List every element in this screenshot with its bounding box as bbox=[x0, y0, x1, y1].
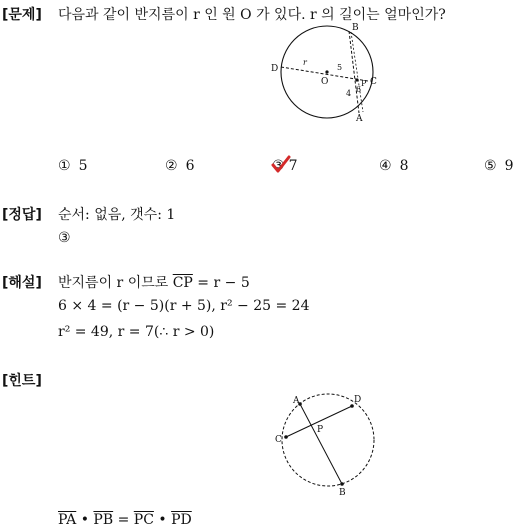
equals-sign: = bbox=[117, 512, 130, 528]
dot-1: • bbox=[80, 512, 89, 528]
fig-label-B: B bbox=[352, 23, 359, 33]
dot-2: • bbox=[158, 512, 167, 528]
segment-pa: $\overline{PA}$ bbox=[58, 512, 77, 528]
choice-2[interactable] bbox=[165, 158, 194, 174]
fig-label-A: A bbox=[356, 114, 363, 124]
choice-2-number: ② bbox=[165, 158, 178, 174]
solution-line-1-prefix: 반지름이 r 이므로 bbox=[58, 275, 169, 291]
choice-4-number: ④ bbox=[379, 158, 392, 174]
segment-cp: $\overline{CP}$ bbox=[172, 275, 193, 291]
segment-pc: $\overline{PC}$ bbox=[133, 512, 154, 528]
fig-label-D: D bbox=[271, 64, 279, 74]
problem-label: [문제] bbox=[2, 7, 42, 23]
choice-2-value: 6 bbox=[185, 158, 195, 174]
choice-3-value: 7 bbox=[288, 158, 298, 174]
fig-label-r: r bbox=[303, 58, 307, 67]
fig-label-O: O bbox=[321, 77, 329, 87]
problem-figure bbox=[265, 20, 395, 125]
choice-1[interactable] bbox=[58, 158, 87, 174]
hint-label-C: C bbox=[275, 435, 282, 445]
solution-line-1 bbox=[58, 272, 250, 292]
answer-label: [정답] bbox=[2, 207, 42, 223]
segment-pb: $\overline{PB}$ bbox=[93, 512, 114, 528]
choice-5[interactable] bbox=[484, 158, 513, 174]
choice-5-number: ⑤ bbox=[484, 158, 497, 174]
hint-figure bbox=[270, 388, 385, 498]
choice-3[interactable] bbox=[272, 158, 297, 174]
segment-pd: $\overline{PD}$ bbox=[171, 512, 192, 528]
checkmark-icon bbox=[271, 155, 291, 175]
hint-formula bbox=[58, 512, 192, 528]
fig-label-6: 6 bbox=[356, 85, 362, 94]
fig-label-4: 4 bbox=[346, 89, 352, 98]
solution-line-3: r² = 49, r = 7(∴ r > 0) bbox=[58, 324, 215, 340]
solution-label: [해설] bbox=[2, 275, 42, 291]
solution-line-2: 6 × 4 = (r − 5)(r + 5), r² − 25 = 24 bbox=[58, 298, 310, 314]
choice-3-number: ③ bbox=[272, 158, 285, 174]
hint-label: [힌트] bbox=[2, 373, 42, 389]
hint-label-B: B bbox=[339, 488, 346, 498]
answer-value: ③ bbox=[58, 230, 71, 246]
choice-4-value: 8 bbox=[399, 158, 409, 174]
fig-label-5: 5 bbox=[337, 63, 343, 72]
fig-label-P: P bbox=[361, 79, 367, 88]
question-text: 다음과 같이 반지름이 r 인 원 O 가 있다. r 의 길이는 얼마인가? bbox=[58, 7, 446, 23]
hint-label-D: D bbox=[354, 395, 362, 405]
solution-line-1-suffix: = r − 5 bbox=[192, 275, 250, 291]
choice-1-number: ① bbox=[58, 158, 71, 174]
choice-4[interactable] bbox=[379, 158, 408, 174]
hint-label-A: A bbox=[293, 396, 300, 406]
choice-5-value: 9 bbox=[504, 158, 514, 174]
choice-1-value: 5 bbox=[78, 158, 88, 174]
answer-meta: 순서: 없음, 갯수: 1 bbox=[58, 207, 176, 223]
fig-label-C: C bbox=[370, 77, 377, 87]
hint-label-P: P bbox=[317, 425, 324, 435]
